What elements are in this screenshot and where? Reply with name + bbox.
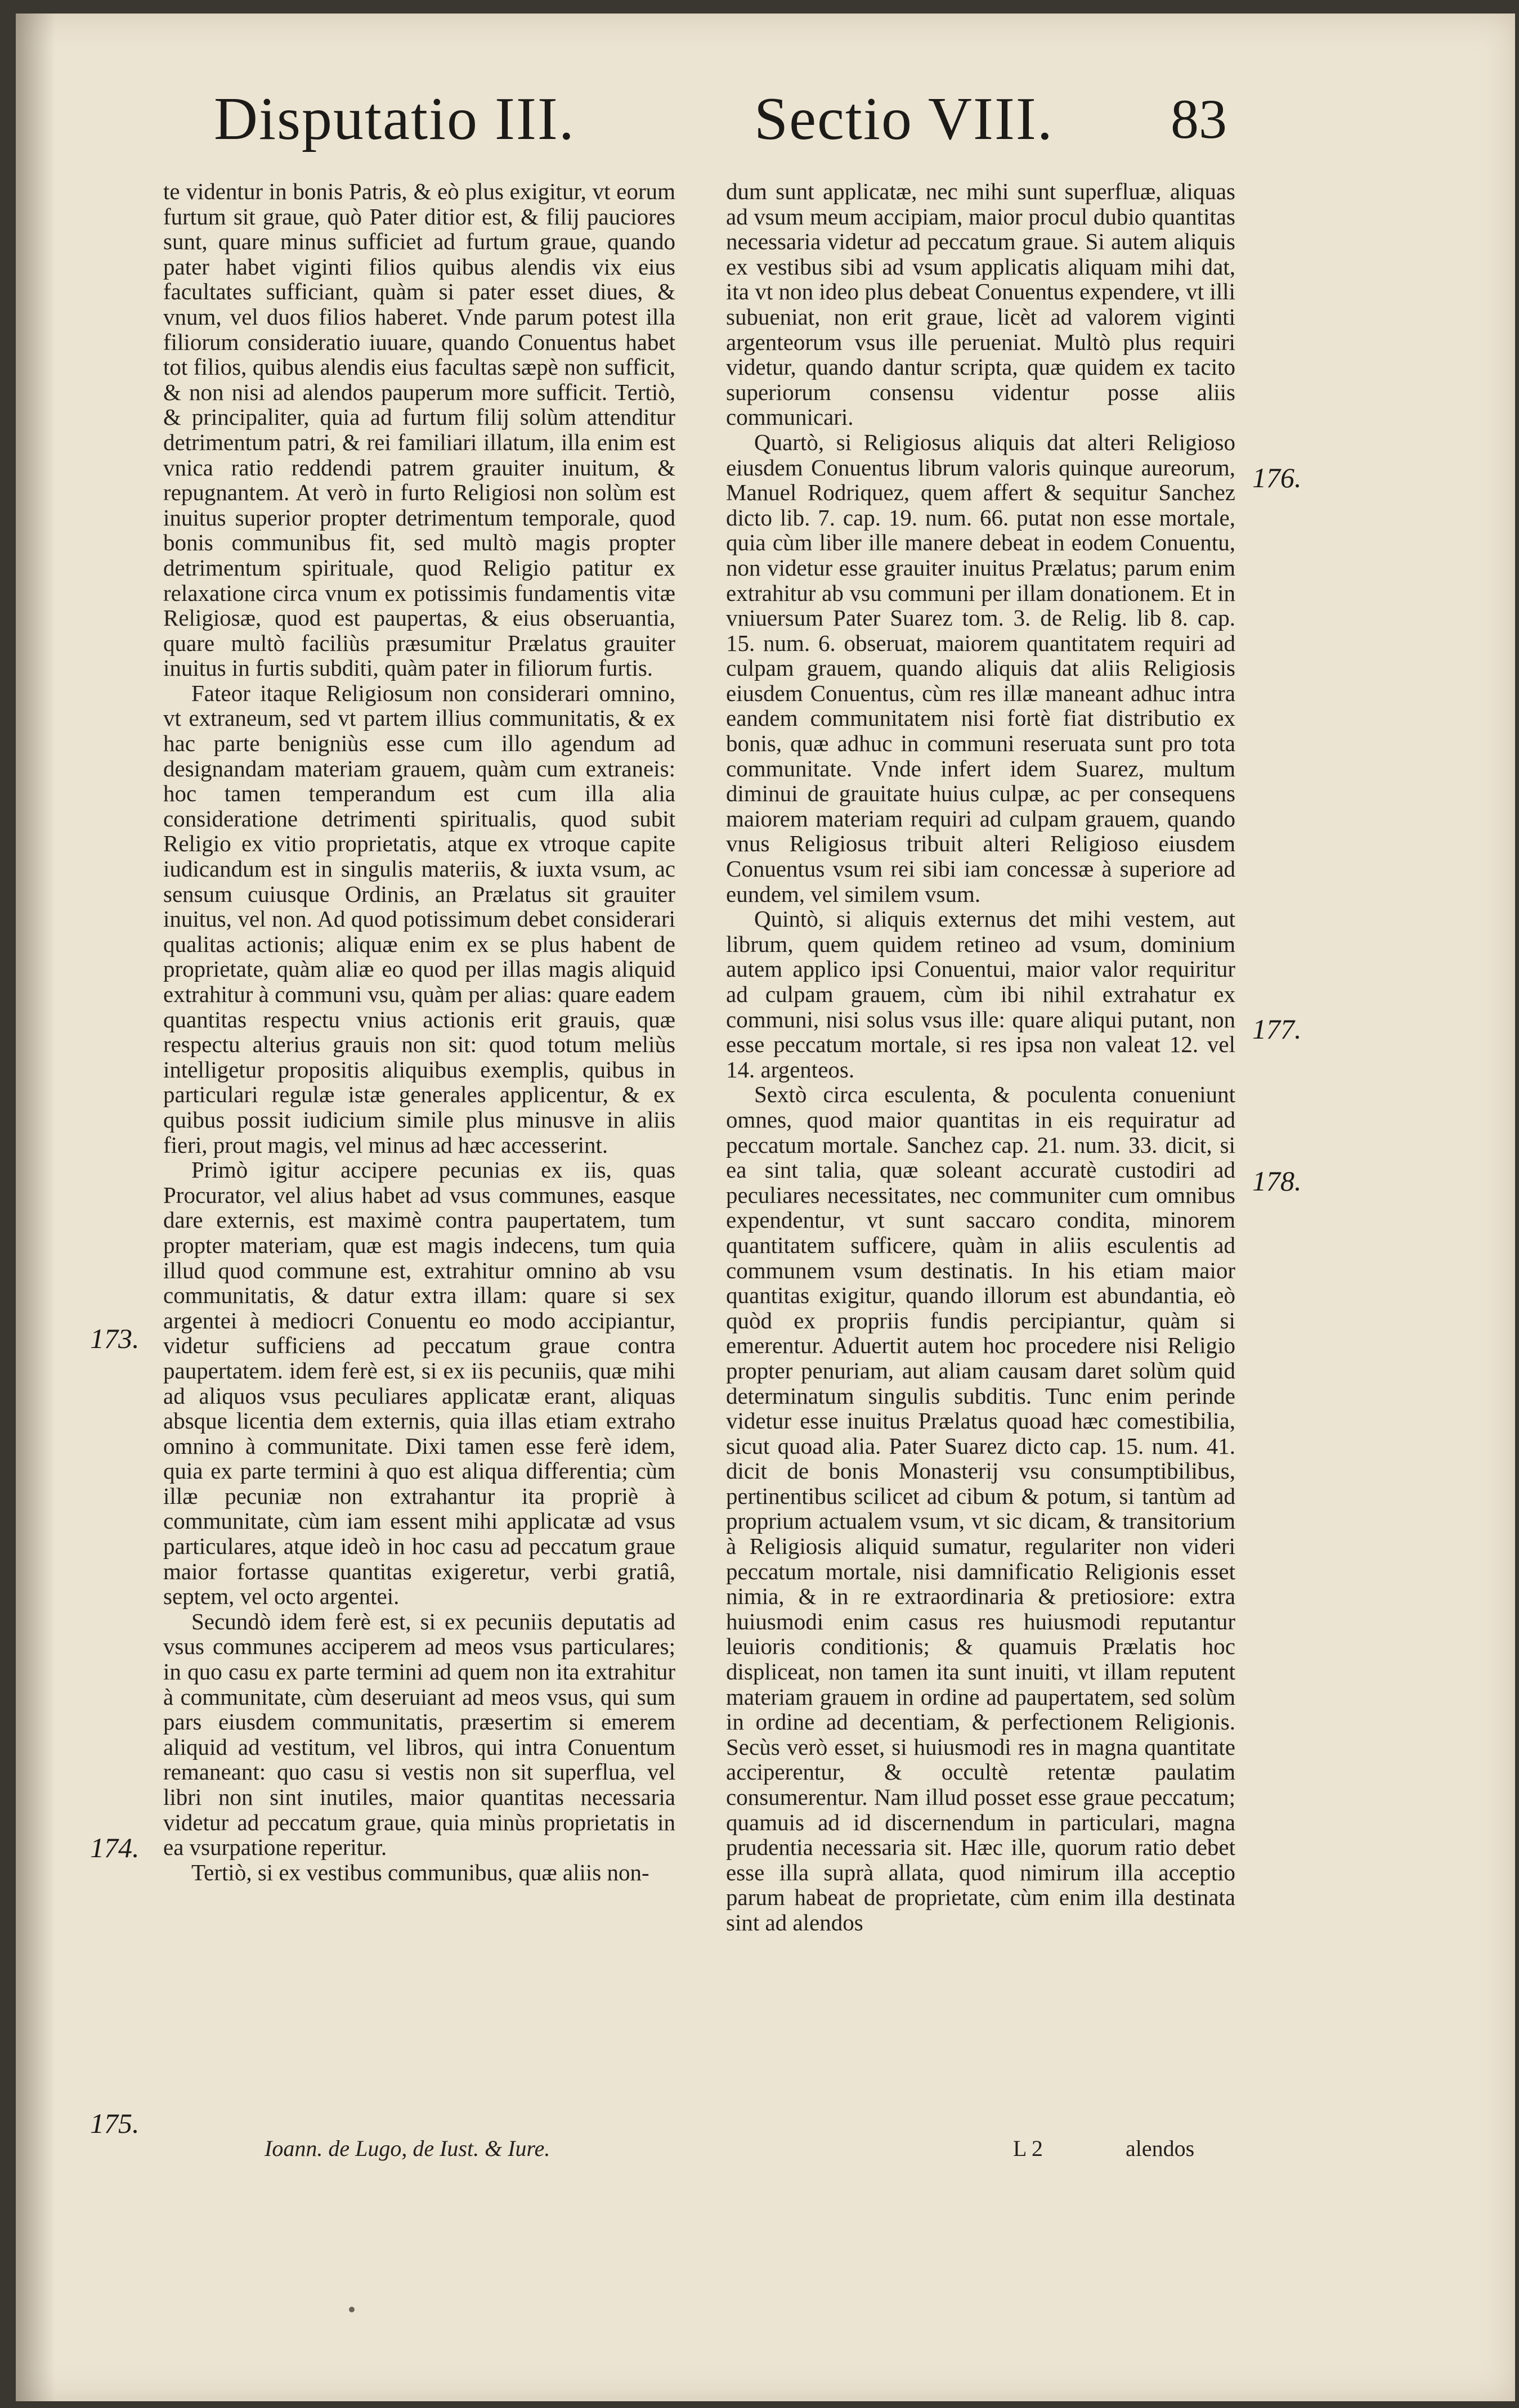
running-head-sectio: Sectio VIII.	[754, 86, 1054, 152]
paragraph: te videntur in bonis Patris, & eò plus exigitur, vt eorum furtum sit graue, quò Pater ditior est, & filij pauciores sunt, quare minus sufficiet ad furtum graue, quando pater habet viginti filios quibus alendis vix eius facultates sufficiant, quàm si pater esset diues, & vnum, vel duos filios haberet. Vnde parum potest illa filiorum consideratio iuuare, quando Conuentus habet tot filios, quibus alendis eius facultas sæpè non sufficit, & non nisi ad alendos pauperum more sufficit. Tertiò, & principaliter, quia ad furtum filij solùm attenditur detrimentum patri, & rei familiari illatum, illa enim est vnica ratio reddendi patrem grauiter inuitum, & repugnantem. At verò in furto Religiosi non solùm est inuitus superior propter detrimentum temporale, quod bonis communibus fit, sed multò magis propter detrimentum spirituale, quod Religio patitur ex relaxatione circa vnum ex potissimis fundamentis vitæ Religiosæ, quod est paupertas, & eius obseruantia, quare multò faciliùs præsumitur Prælatus grauiter inuitus in furtis subditi, quàm pater in filiorum furtis.	[163, 178, 675, 681]
paragraph: Sextò circa esculenta, & poculenta conueniunt omnes, quod maior quantitas in eis requiratur ad peccatum mortale. Sanchez cap. 21. num. 33. dicit, si ea sint talia, quæ soleant accuratè custodiri ad peculiares necessitates, nec communiter cum omnibus expendentur, vt sunt saccaro condita, minorem quantitatem sufficere, quàm in aliis esculentis ad communem vsum destinatis. In his etiam maior quantitas exigitur, quando illorum est abundantia, eò quòd ex propriis fundis percipiantur, quàm si emerentur. Aduertit autem hoc procedere nisi Religio propter penuriam, aut aliam causam daret solùm quid determinatum singulis subditis. Tunc enim perinde videtur esse inuitus Prælatus quoad hæc comestibilia, sicut quoad alia. Pater Suarez dicto cap. 15. num. 41. dicit de bonis Monasterij vsu consumptibilibus, pertinentibus scilicet ad cibum & potum, si tantùm ad proprium actualem vsum, vt sic dicam, & transitorium à Religiosis aliquid sumatur, regulariter non videri peccatum mortale, nisi damnificatio Religionis esset nimia, & in re extraordinaria & pretiosiore: extra huiusmodi enim casus res huiusmodi reputantur leuioris conditionis; & quamuis Prælatis hoc displiceat, non tamen ita sunt inuiti, vt illam reputent materiam grauem in ordine ad paupertatem, sed solùm in ordine ad decentiam, & perfectionem Religionis. Secùs verò esset, si huiusmodi res in magna quantitate acciperentur, & occultè retentæ paulatim consumerentur. Nam illud posset esse graue peccatum; quamuis ad id discernendum in particulari, magna prudentia necessaria sit. Hæc ille, quorum ratio debet esse illa suprà allata, quod nimirum illa acceptio parum habeat de proprietate, cùm enim illa destinata sint ad alendos	[726, 1081, 1235, 1935]
page-number: 83	[1171, 88, 1227, 150]
right-text-column	[726, 179, 1235, 1935]
paragraph: Fateor itaque Religiosum non considerari omnino, vt extraneum, sed vt partem illius communitatis, & ex hac parte benigniùs esse cum illo agendum ad designandam materiam grauem, quàm cum extraneis: hoc tamen temperandum est cum illa alia consideratione detrimenti spiritualis, quod subit Religio ex vitio proprietatis, atque ex vtroque capite iudicandum est in singulis materiis, & iuxta vsum, ac sensum cuiusque Ordinis, an Prælatus sit grauiter inuitus, vel non. Ad quod potissimum debet considerari qualitas actionis; aliquæ enim ex se plus habent de proprietate, quàm aliæ eo quod per illas magis aliquid extrahitur à communi vsu, quàm per alias: quare eadem quantitas respectu vnius actionis erit grauis, quæ respectu alterius grauis non sit: quod totum meliùs intelligetur propositis aliquibus exemplis, quibus in particulari regulæ istæ generales applicentur, & ex quibus possit iudicium simile plus minusve in aliis fieri, prout magis, vel minus ad hæc accesserint.	[163, 680, 675, 1158]
running-head-disputatio: Disputatio III.	[214, 86, 575, 152]
margin-number-177: 177.	[1252, 1013, 1302, 1045]
paragraph: Primò igitur accipere pecunias ex iis, quas Procurator, vel alius habet ad vsus communes, easque dare externis, est maximè contra paupertatem, tum propter materiam, quæ est magis indecens, tum quia illud quod commune est, extrahitur omnino ab vsu communitatis, & datur extra illam: quare si sex argentei à mediocri Conuentu eo modo accipiantur, videtur sufficiens ad peccatum graue contra paupertatem. idem ferè est, si ex iis pecuniis, quæ mihi ad aliquos vsus peculiares applicatæ erant, aliquas absque licentia dem externis, quia illas etiam extraho omnino à communitate. Dixi tamen esse ferè idem, quia ex parte termini à quo est aliqua differentia; cùm illæ pecuniæ non extrahantur ita propriè à communitate, cùm iam essent mihi applicatæ ad vsus particulares, atque ideò in hoc casu ad peccatum graue maior fortasse quantitas exigeretur, verbi gratiâ, septem, vel octo argentei.	[163, 1157, 675, 1610]
paragraph: dum sunt applicatæ, nec mihi sunt superfluæ, aliquas ad vsum meum accipiam, maior procul dubio quantitas necessaria videtur ad peccatum graue. Si autem aliquis ex vestibus sibi ad vsum applicatis aliquam mihi dat, ita vt non ideo plus debeat Conuentus expendere, vt illi subueniat, non erit graue, licèt ad valorem viginti argenteorum vsus ille perueniat. Multò plus requiri videtur, quando dantur scripta, quæ quidem ex tacito superiorum consensu videntur posse aliis communicari.	[726, 178, 1235, 430]
paragraph: Quartò, si Religiosus aliquis dat alteri Religioso eiusdem Conuentus librum valoris quinque aureorum, Manuel Rodriquez, quem affert & sequitur Sanchez dicto lib. 7. cap. 19. num. 66. putat non esse mortale, quia cùm liber ille manere debeat in eodem Conuentu, non videtur esse grauiter inuitus Prælatus; parum enim extrahitur ab vsu communi per illam donationem. Et in vniuersum Pater Suarez tom. 3. de Relig. lib 8. cap. 15. num. 6. obseruat, maiorem quantitatem requiri ad culpam grauem, quando aliquis dat aliis Religiosis eiusdem Conuentus, cùm res illæ maneant adhuc intra eandem communitatem nisi fortè fiat distributio ex bonis, quæ adhuc in communi reseruata sunt pro tota communitate. Vnde infert idem Suarez, multum diminui de grauitate huius culpæ, ac per consequens maiorem materiam requiri ad culpam grauem, quando vnus Religiosus tribuit alteri Religioso eiusdem Conuentus vsum rei sibi iam concessæ à superiore ad eundem, vel similem vsum.	[726, 429, 1235, 907]
author-footer-line: Ioann. de Lugo, de Iust. & Iure.	[265, 2136, 550, 2161]
page-gutter-shadow	[16, 14, 55, 2401]
signature-mark: L 2	[1013, 2136, 1043, 2161]
margin-number-175: 175.	[90, 2108, 140, 2139]
margin-number-173: 173.	[90, 1323, 140, 1354]
catchword: alendos	[1126, 2136, 1195, 2161]
running-header	[214, 84, 1249, 180]
paper-speck	[349, 2307, 355, 2312]
paragraph: Quintò, si aliquis externus det mihi vestem, aut librum, quem quidem retineo ad vsum, dominium autem applico ipsi Conuentui, maior valor requiritur ad culpam grauem, cùm ibi nihil extrahatur ex communi, nisi solus vsus ille: quare aliqui putant, non esse peccatum mortale, si res ipsa non valeat 12. vel 14. argenteos.	[726, 906, 1235, 1082]
paragraph: Tertiò, si ex vestibus communibus, quæ aliis non-	[191, 1859, 649, 1885]
margin-number-178: 178.	[1252, 1165, 1302, 1197]
margin-number-176: 176.	[1252, 462, 1302, 493]
paragraph: Secundò idem ferè est, si ex pecuniis deputatis ad vsus communes acciperem ad meos vsus particulares; in quo casu ex parte termini ad quem non ita extrahitur à communitate, cùm deseruiant ad meos vsus, qui sum pars eiusdem communitatis, præsertim si emerem aliquid ad vestitum, vel libros, qui intra Conuentum remaneant: quo casu si vestis non sit superflua, vel libri non sint inutiles, maior quantitas necessaria videtur ad peccatum graue, quia minùs proprietatis in ea vsurpatione reperitur.	[163, 1608, 675, 1861]
margin-number-174: 174.	[90, 1832, 140, 1863]
left-text-column	[163, 179, 675, 1885]
